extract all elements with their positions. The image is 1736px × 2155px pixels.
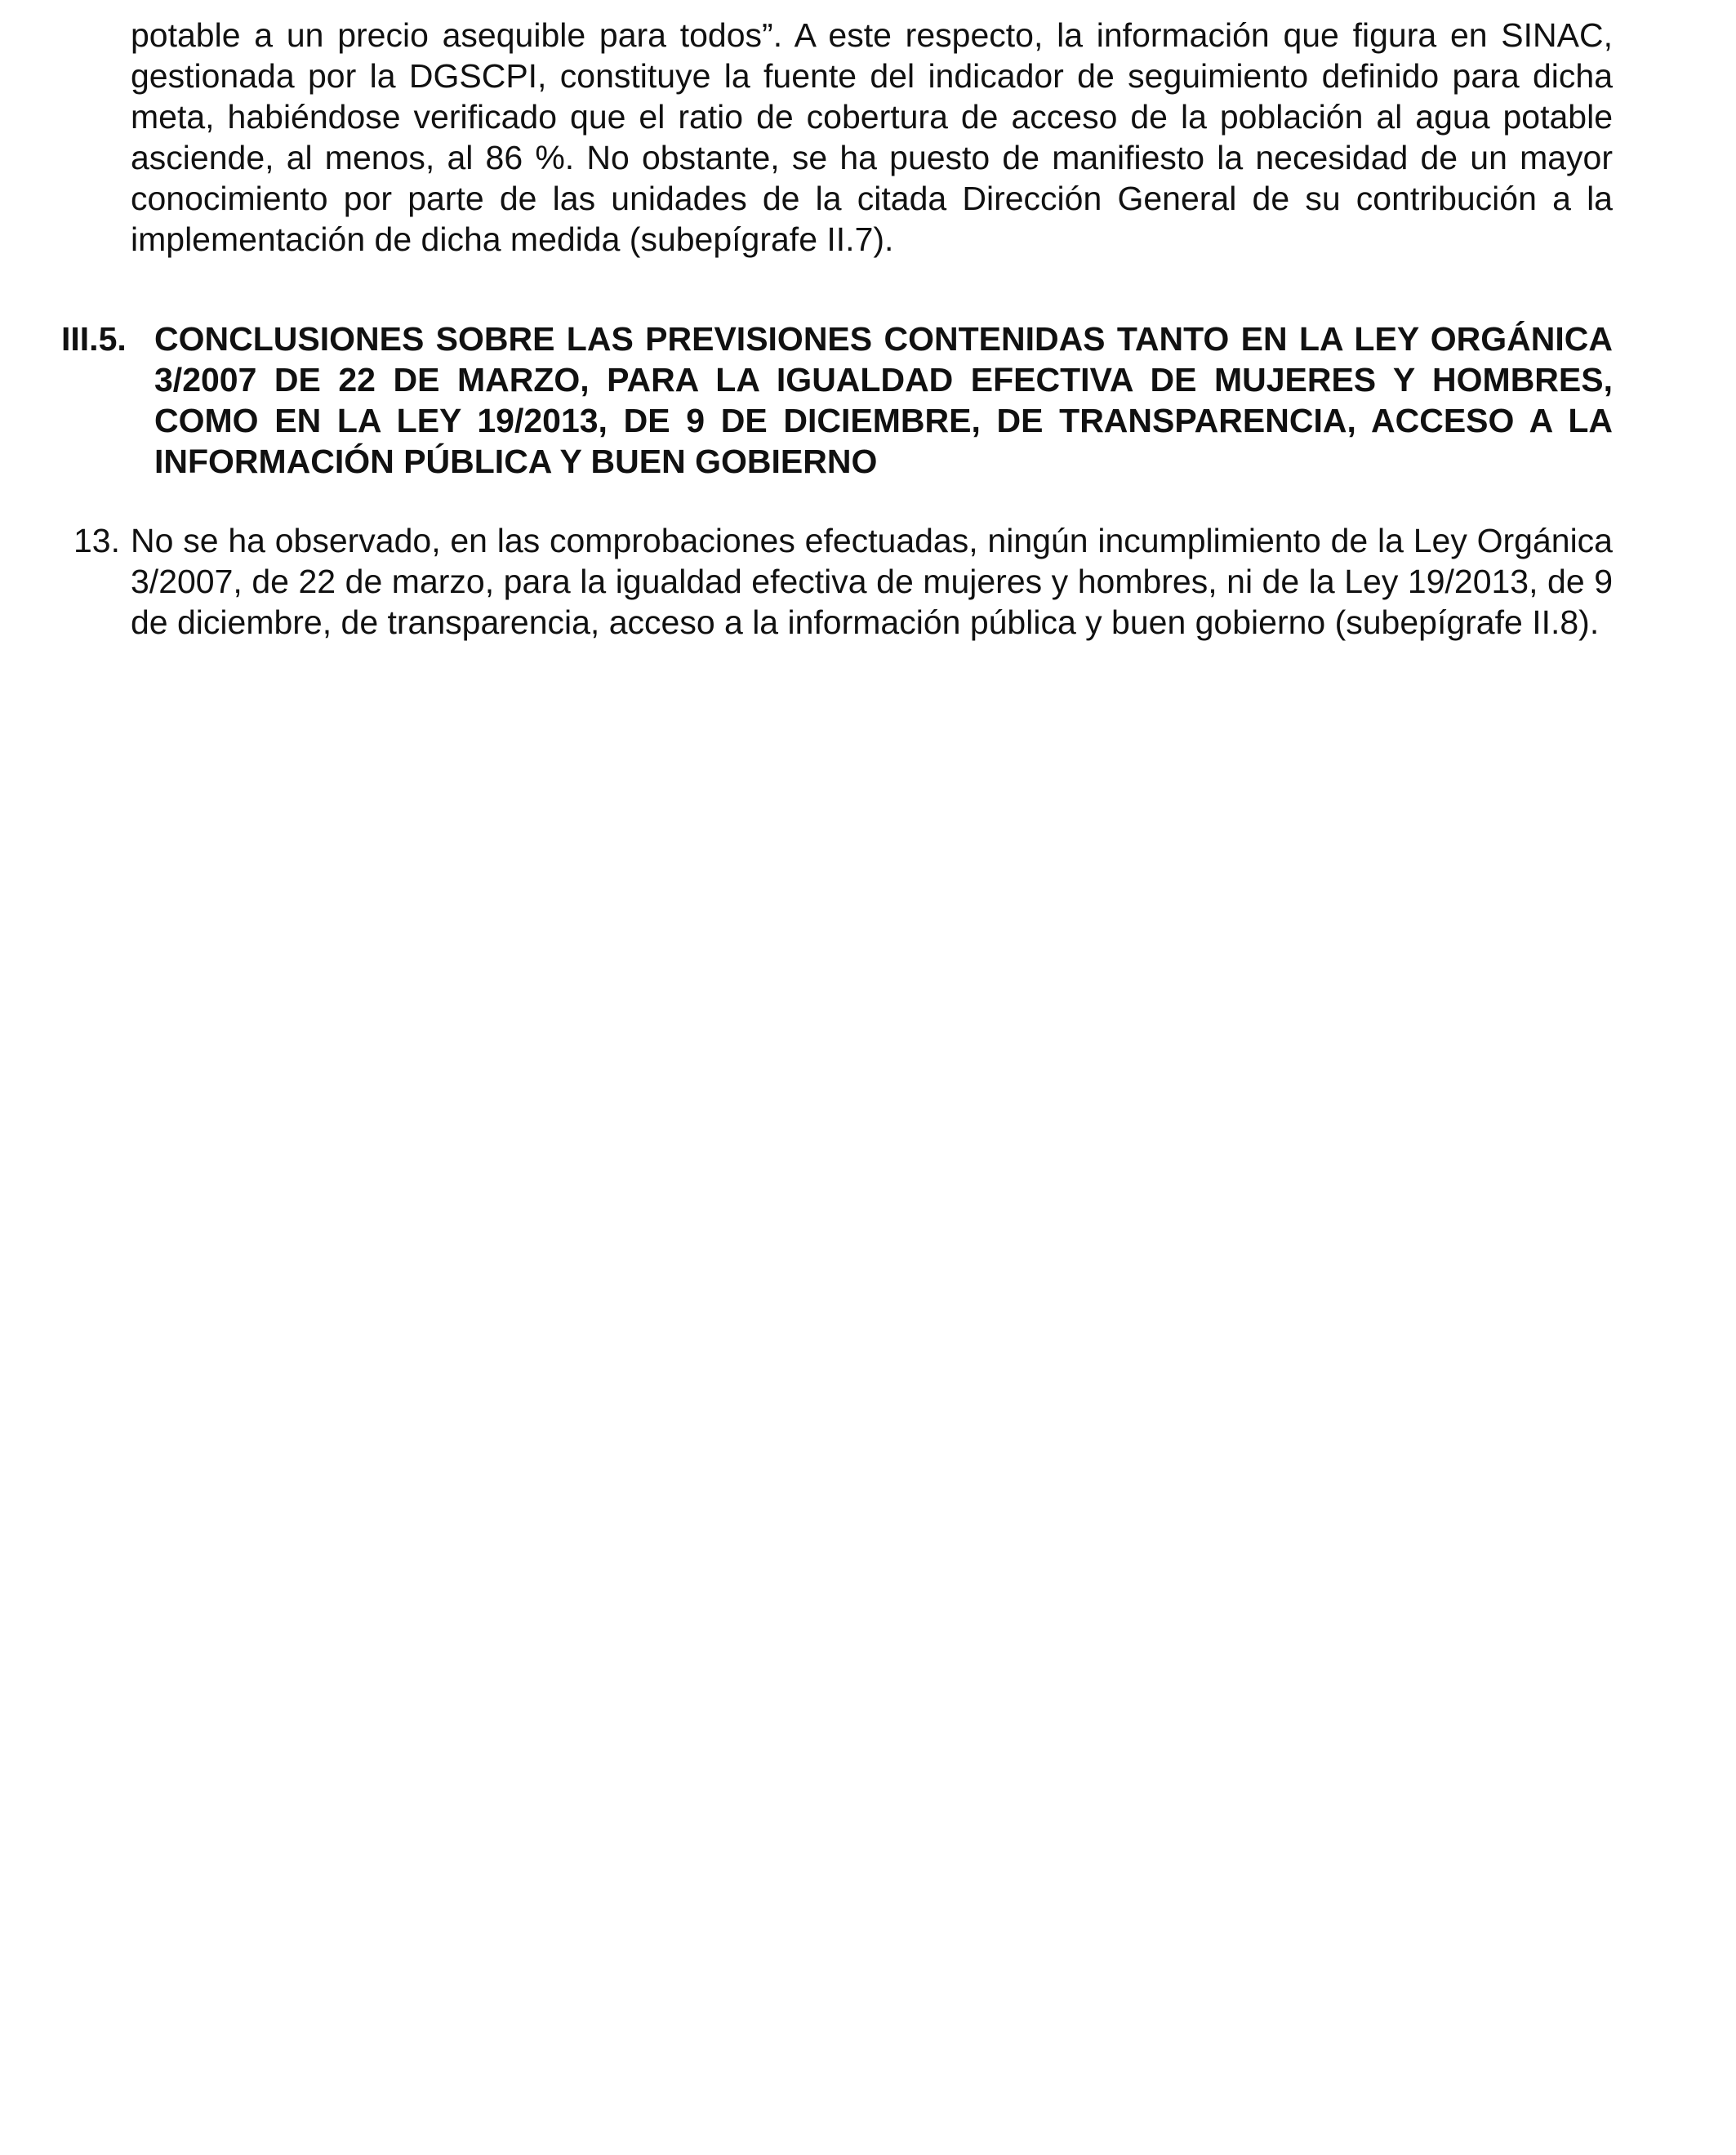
section-title: CONCLUSIONES SOBRE LAS PREVISIONES CONTENIDAS TANTO EN LA LEY ORGÁNICA 3/2007 DE 22 DE MARZO, PARA LA IGUALDAD EFECTIVA DE MUJERES Y HOMBRES, COMO EN LA LEY 19/2013, DE 9 DE DICIEMBRE, DE TRANSPARENCIA, ACCESO A LA INFORMACIÓN PÚBLICA Y BUEN GOBIERNO — [154, 320, 1613, 480]
list-item-number: 13. — [73, 522, 120, 559]
intro-paragraph: potable a un precio asequible para todos”. A este respecto, la información que figura en SINAC, gestionada por la DGSCPI, constituye la fuente del indicador de seguimiento definido para dicha meta, habiéndose verificado que el ratio de cobertura de acceso de la población al agua potable asciende, al menos, al 86 %. No obstante, se ha puesto de manifiesto la necesidad de un mayor conocimiento por parte de las unidades de la citada Dirección General de su contribución a la implementación de dicha medida (subepígrafe II.7). — [131, 16, 1613, 258]
section-number: III.5. — [61, 320, 127, 358]
list-item-text: No se ha observado, en las comprobaciones efectuadas, ningún incumplimiento de la Ley Orgánica 3/2007, de 22 de marzo, para la igualdad efectiva de mujeres y hombres, ni de la Ley 19/2013, de 9 de diciembre, de transparencia, acceso a la información pública y buen gobierno (subepígrafe II.8). — [131, 522, 1613, 641]
